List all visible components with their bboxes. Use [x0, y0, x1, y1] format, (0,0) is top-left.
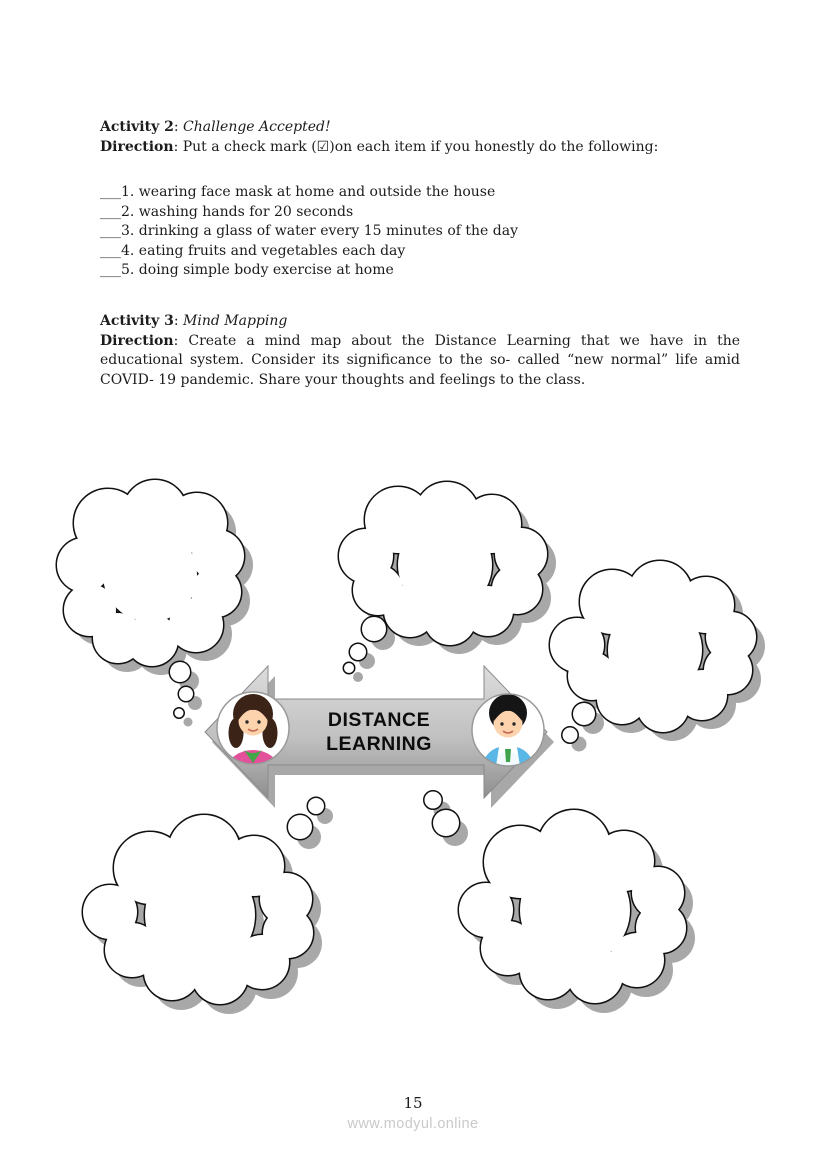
thought-bubble-bottom-left [83, 798, 324, 1004]
checklist-item-5: ___5. doing simple body exercise at home [100, 262, 394, 278]
mindmap-label-line2: LEARNING [326, 733, 432, 755]
activity3-direction-label: Direction [100, 332, 174, 349]
activity2-colon: : [173, 119, 184, 135]
checklist-item-4: ___4. eating fruits and vegetables each day [100, 242, 406, 259]
cloud-fill [57, 480, 244, 718]
checklist-item-3: ___3. drinking a glass of water every 15 minutes of the day [100, 223, 518, 239]
activity2-title: Challenge Accepted! [183, 119, 331, 135]
activity3-colon: : [173, 313, 184, 329]
thought-bubble-bottom-right [425, 792, 687, 1004]
checklist-item-1: ___1. wearing face mask at home and outside the house [100, 184, 496, 200]
activity2-direction-label: Direction [100, 138, 174, 155]
checklist-item-2: ___2. washing hands for 20 seconds [100, 203, 354, 220]
activity2-direction-text: : Put a check mark (☑)on each item if you honestly do the following: [173, 138, 659, 155]
activity3-direction-line2: educational system. Consider its significance to the so- called “new normal” life amid [100, 352, 740, 368]
activity2-label: Activity 2 [100, 119, 174, 135]
activity3-title: Mind Mapping [183, 313, 288, 329]
watermark: www.modyul.online [347, 1116, 479, 1132]
cloud-fill [425, 792, 687, 1004]
thought-bubble-top-center [339, 482, 547, 673]
activity3-direction-line3: COVID- 19 pandemic. Share your thoughts and feelings to the class. [100, 371, 586, 388]
page-number: 15 [403, 1094, 423, 1112]
mindmap-label-line1: DISTANCE [327, 709, 431, 731]
thought-bubble-top-left [57, 480, 244, 718]
activity3-direction-text1: : Create a mind map about the Distance Learning that we have in the [173, 332, 740, 349]
activity3-label: Activity 3 [100, 313, 174, 329]
